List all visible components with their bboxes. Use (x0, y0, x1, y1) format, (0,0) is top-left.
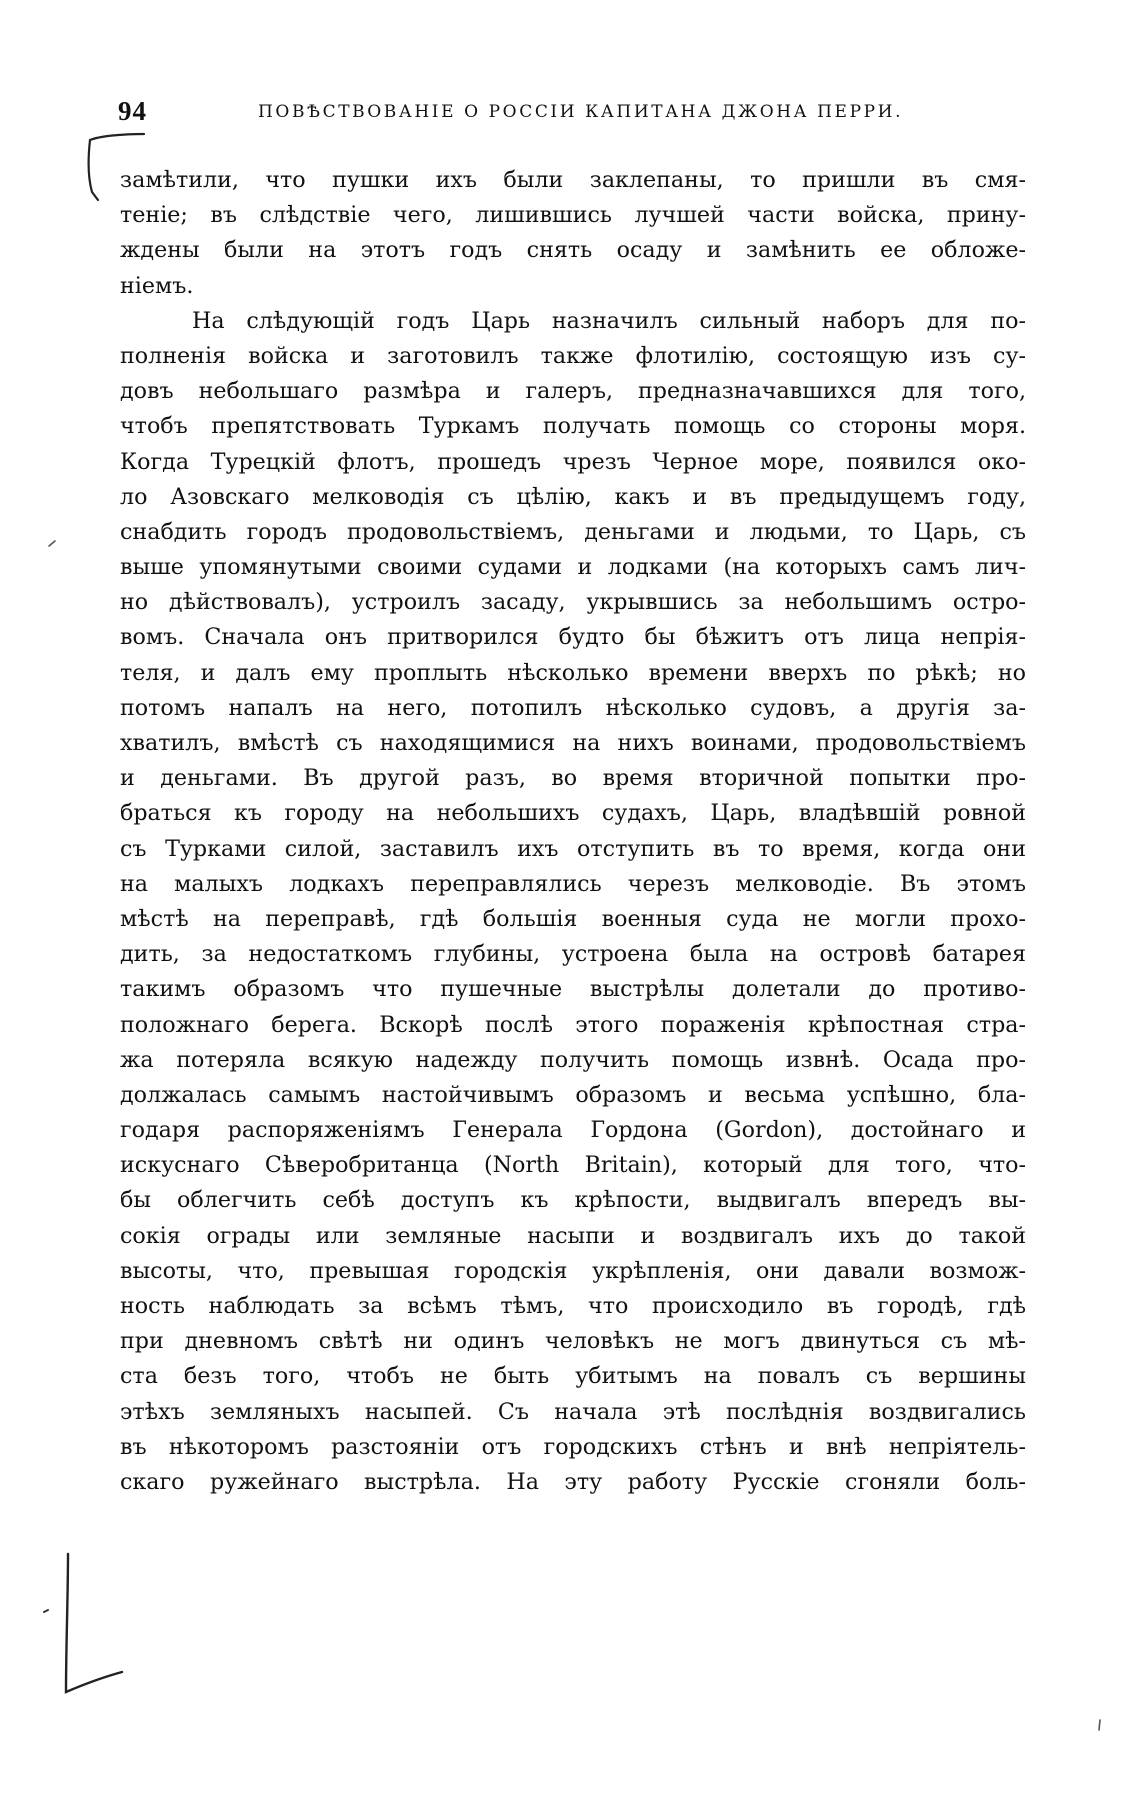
page-header (118, 96, 938, 136)
text-line: Когда Турецкій флотъ, прошедъ чрезъ Черное море, появился око- (120, 448, 1026, 475)
text-line: снабдить городъ продовольствіемъ, деньгами и людьми, то Царь, съ (120, 518, 1026, 545)
running-title: ПОВѢСТВОВАНІЕ О РОССІИ КАПИТАНА ДЖОНА ПЕРРИ. (258, 102, 904, 122)
stray-mark-right (1094, 1718, 1106, 1734)
text-line: теля, и далъ ему проплыть нѣсколько времени вверхъ по рѣкѣ; но (120, 659, 1026, 686)
text-line: сокія ограды или земляные насыпи и воздвигалъ ихъ до такой (120, 1222, 1026, 1249)
text-line: и деньгами. Въ другой разъ, во время вторичной попытки про- (120, 765, 1026, 792)
text-line: при дневномъ свѣтѣ ни одинъ человѣкъ не могъ двинуться съ мѣ- (120, 1328, 1026, 1355)
text-line: довъ небольшаго размѣра и галеръ, предназначавшихся для того, (120, 378, 1026, 405)
text-line: съ Турками силой, заставилъ ихъ отступить въ то время, когда они (120, 835, 1026, 862)
text-line: выше упомянутыми своими судами и лодками (на которыхъ самъ лич- (120, 554, 1026, 581)
text-line: ность наблюдать за всѣмъ тѣмъ, что происходило въ городѣ, гдѣ (120, 1293, 1026, 1319)
text-line: ждены были на этотъ годъ снять осаду и замѣнить ее обложе- (120, 237, 1026, 264)
text-line: искуснаго Сѣверобританца (North Britain), который для того, что- (120, 1152, 1026, 1179)
stray-mark-left (46, 536, 60, 550)
text-line: теніе; въ слѣдствіе чего, лишившись лучшей части войска, прину- (120, 202, 1026, 229)
text-line: ніемъ. (120, 272, 194, 299)
text-line: положнаго берега. Вскорѣ послѣ этого пораженія крѣпостная стра- (120, 1011, 1026, 1038)
text-line: потомъ напалъ на него, потопилъ нѣсколько судовъ, а другія за- (120, 694, 1026, 721)
text-line: жа потеряла всякую надежду получить помощь извнѣ. Осада про- (120, 1046, 1026, 1073)
text-line: такимъ образомъ что пушечные выстрѣлы долетали до противо- (120, 976, 1026, 1003)
text-line: но дѣйствовалъ), устроилъ засаду, укрывшись за небольшимъ остро- (120, 589, 1026, 616)
text-line: вомъ. Сначала онъ притворился будто бы бѣжитъ отъ лица непрія- (120, 624, 1026, 651)
text-line: скаго ружейнаго выстрѣла. На эту работу Русскіе сгоняли боль- (120, 1468, 1026, 1495)
text-line: браться къ городу на небольшихъ судахъ, Царь, владѣвшій ровной (120, 800, 1026, 827)
text-line: На слѣдующій годъ Царь назначилъ сильный наборъ для по- (192, 307, 1026, 334)
body-text (120, 163, 1026, 1500)
text-line: этѣхъ земляныхъ насыпей. Съ начала этѣ послѣднія воздвигались (120, 1398, 1026, 1425)
text-line: высоты, что, превышая городскія укрѣпленія, они давали возмож- (120, 1257, 1026, 1284)
pencil-bracket-bottom-mark (40, 1546, 130, 1706)
text-line: на малыхъ лодкахъ переправлялись черезъ мелководіе. Въ этомъ (120, 870, 1026, 897)
text-line: хватилъ, вмѣстѣ съ находящимися на нихъ воинами, продовольствіемъ (120, 730, 1026, 756)
text-line: полненія войска и заготовилъ также флотилію, состоящую изъ су- (120, 342, 1026, 369)
text-line: дить, за недостаткомъ глубины, устроена была на островѣ батарея (120, 941, 1026, 968)
text-line: годаря распоряженіямъ Генерала Гордона (Gordon), достойнаго и (120, 1117, 1026, 1144)
text-line: ста безъ того, чтобъ не быть убитымъ на повалъ съ вершины (120, 1363, 1026, 1390)
page-number: 94 (118, 96, 147, 126)
text-line: мѣстѣ на переправѣ, гдѣ большія военныя суда не могли прохо- (120, 905, 1026, 932)
text-line: въ нѣкоторомъ разстояніи отъ городскихъ стѣнъ и внѣ непріятель- (120, 1433, 1026, 1460)
text-line: ло Азовскаго мелководія съ цѣлію, какъ и въ предыдущемъ году, (120, 483, 1026, 510)
text-line: чтобъ препятствовать Туркамъ получать помощь со стороны моря. (120, 413, 1026, 440)
text-line: бы облегчить себѣ доступъ къ крѣпости, выдвигалъ впередъ вы- (120, 1187, 1026, 1214)
text-line: должалась самымъ настойчивымъ образомъ и весьма успѣшно, бла- (120, 1081, 1026, 1108)
text-line: замѣтили, что пушки ихъ были заклепаны, то пришли въ смя- (120, 167, 1026, 193)
